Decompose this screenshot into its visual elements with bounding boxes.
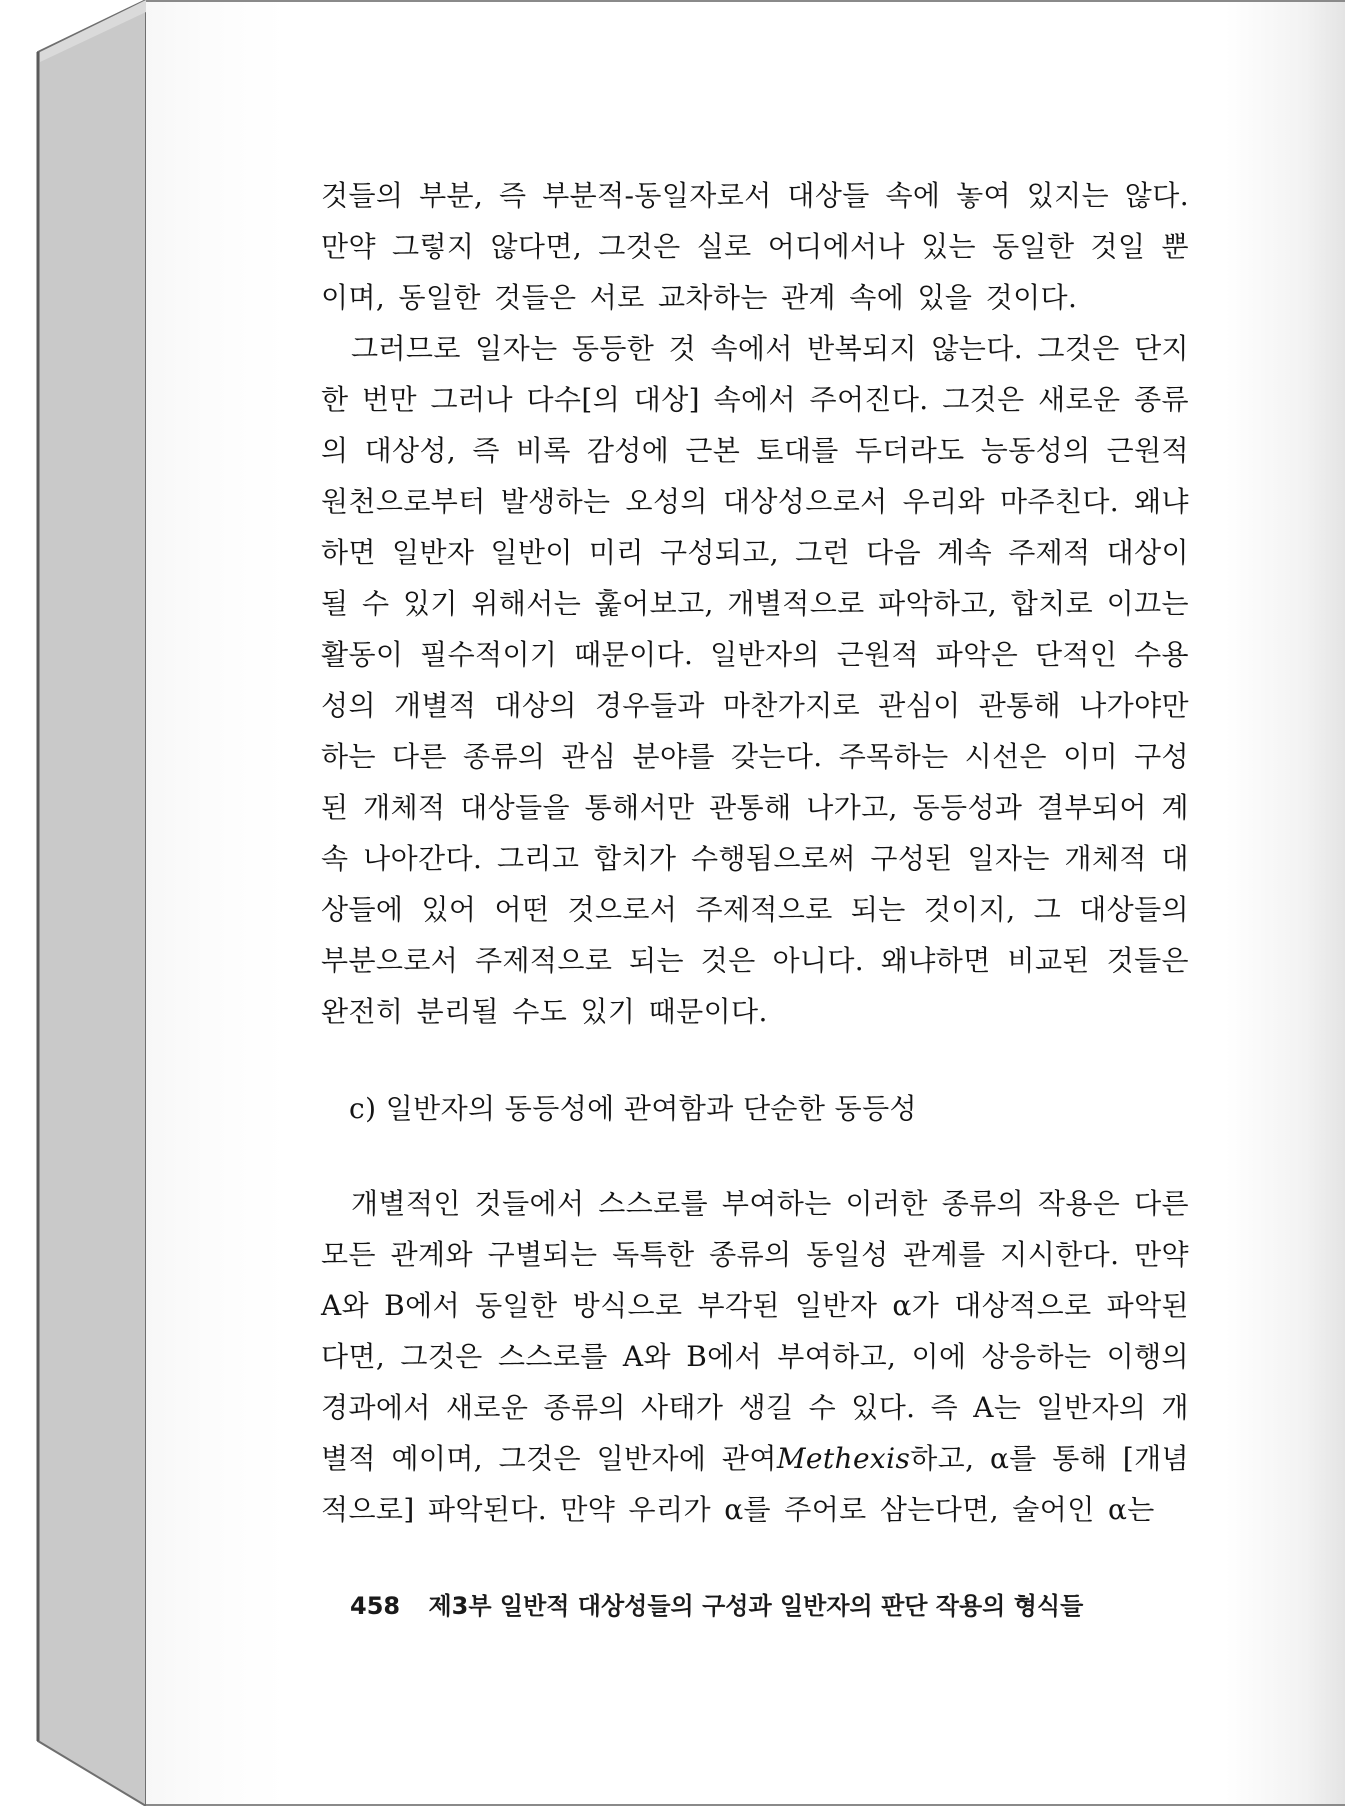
section-heading: c) 일반자의 동등성에 관여함과 단순한 동등성 <box>349 1092 917 1125</box>
paragraph-continued: 것들의 부분, 즉 부분적-동일자로서 대상들 속에 놓여 있지는 않다. 만약 그렇지 않다면, 그것은 실로 어디에서나 있는 동일한 것일 뿐이며, 동일한 것들은 서로 교차하는 관계 속에 있을 것이다. <box>321 179 1189 314</box>
paragraph-unity: 그러므로 일자는 동등한 것 속에서 반복되지 않는다. 그것은 단지 한 번만 그러나 다수[의 대상] 속에서 주어진다. 그것은 새로운 종류의 대상성, 즉 비록 감성에 근본 토대를 두더라도 능동성의 근원적 원천으로부터 발생하는 오성의 대상성으로서 우리와 마주친다. 왜냐하면 일반자 일반이 미리 구성되고, 그런 다음 계속 주제적 대상이 될 수 있기 위해서는 훑어보고, 개별적으로 파악하고, 합치로 이끄는 활동이 필수적이기 때문이다. 일반자의 근원적 파악은 단적인 수용성의 개별적 대상의 경우들과 마찬가지로 관심이 관통해 나가야만 하는 다른 종류의 관심 분야를 갖는다. 주목하는 시선은 이미 구성된 개체적 대상들을 통해서만 관통해 나가고, 동등성과 결부되어 계속 나아간다. 그리고 합치가 수행됨으로써 구성된 일자는 개체적 대상들에 있어 어떤 것으로서 주제적으로 되는 것이지, 그 대상들의 부분으로서 주제적으로 되는 것은 아니다. 왜냐하면 비교된 것들은 완전히 분리될 수도 있기 때문이다. <box>321 332 1189 1028</box>
running-head: 제3부 일반적 대상성들의 구성과 일반자의 판단 작용의 형식들 <box>428 1592 1084 1620</box>
paragraph-text-part-1: 개별적인 것들에서 스스로를 부여하는 이러한 종류의 작용은 다른 모든 관계와 구별되는 독특한 종류의 동일성 관계를 지시한다. 만약 A와 B에서 동일한 방식으로 부각된 일반자 α가 대상적으로 파악된다면, 그것은 스스로를 A와 B에서 부여하고, 이에 상응하는 이행의 경과에서 새로운 종류의 사태가 생길 수 있다. 즉 A는 일반자의 개별적 예이며, 그것은 일반자에 관여 <box>321 1187 1189 1475</box>
book-spine <box>0 0 150 1806</box>
page-number: 458 <box>350 1592 401 1620</box>
paragraph-participation <box>321 1178 1189 1535</box>
paragraph-text-part-2: 하고, α를 통해 [개념적으로] 파악된다. 만약 우리가 α를 주어로 삼는다면, 술어인 α는 <box>321 1442 1189 1526</box>
page-body <box>321 170 1189 1535</box>
page-footer <box>350 1586 1190 1621</box>
methexis-term: Methexis <box>776 1442 911 1475</box>
